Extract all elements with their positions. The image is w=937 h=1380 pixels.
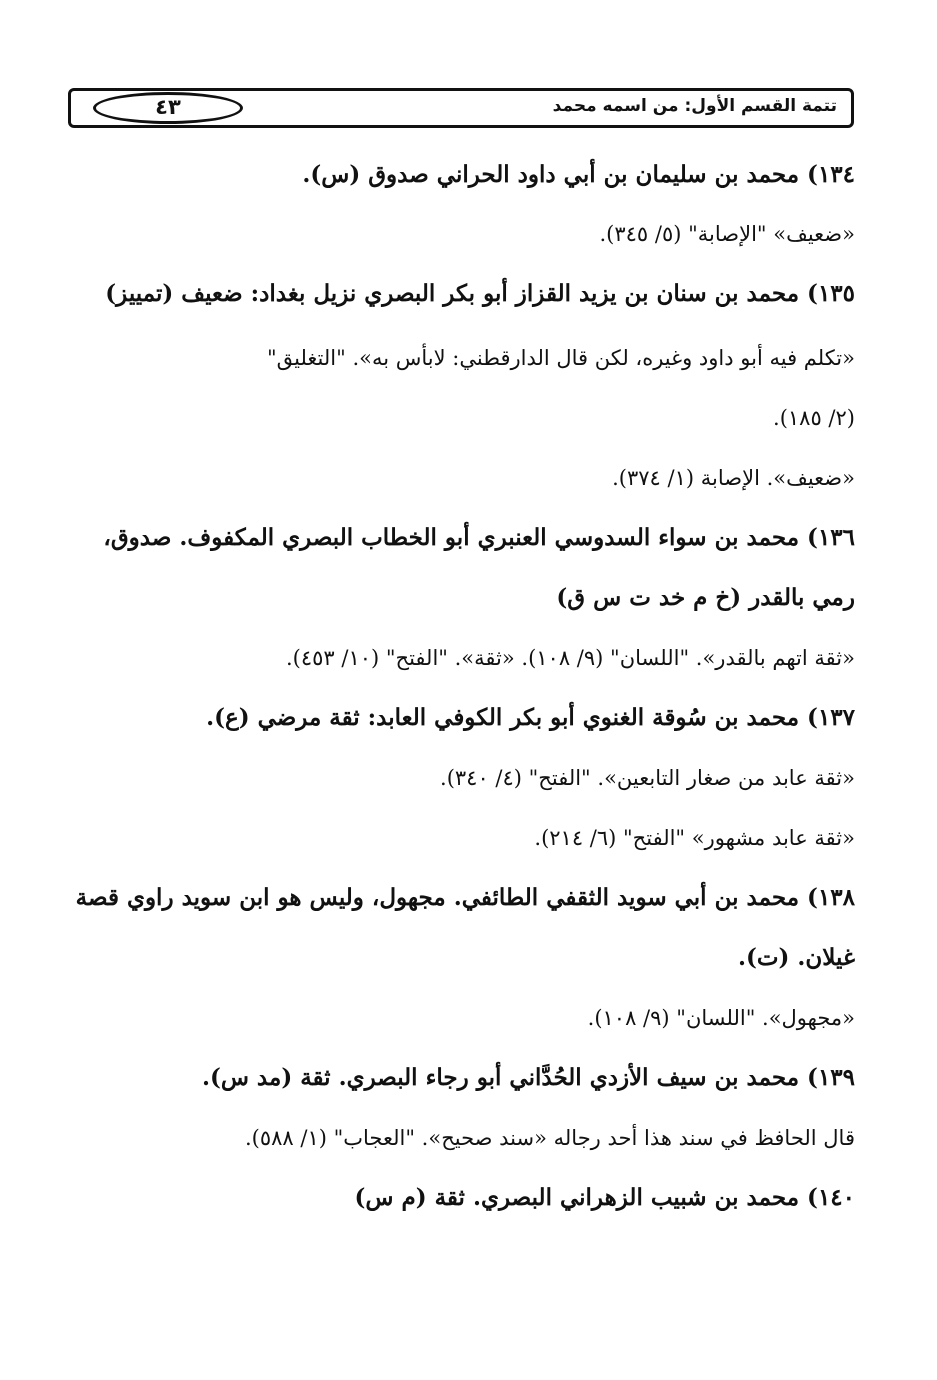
- entry-139: ١٣٩) محمد بن سيف الأزدي الحُدَّاني أبو رجاء البصري. ثقة (مد س).: [201, 1064, 855, 1091]
- note-136: «ثقة اتهم بالقدر». "اللسان" (٩/ ١٠٨). «ثقة». "الفتح" (١٠/ ٤٥٣).: [285, 646, 855, 670]
- entry-137: ١٣٧) محمد بن سُوقة الغنوي أبو بكر الكوفي العابد: ثقة مرضي (ع).: [206, 704, 855, 731]
- entry-138-line-2: غيلان. (ت).: [737, 944, 855, 971]
- note-135-b: «ضعيف». الإصابة (١/ ٣٧٤).: [612, 466, 855, 490]
- note-137-b: «ثقة عابد مشهور» "الفتح" (٦/ ٢١٤).: [534, 826, 855, 850]
- running-header: [68, 88, 854, 128]
- entry-135: ١٣٥) محمد بن سنان بن يزيد القزاز أبو بكر البصري نزيل بغداد: ضعيف (تمييز): [105, 280, 855, 307]
- note-135-line-1: «تكلم فيه أبو داود وغيره، لكن قال الدارقطني: لابأس به». "التغليق": [266, 346, 855, 370]
- note-135-line-2: (٢/ ١٨٥).: [773, 406, 855, 430]
- page-number: ٤٣: [93, 92, 243, 124]
- note-138: «مجهول». "اللسان" (٩/ ١٠٨).: [587, 1006, 855, 1030]
- header-title: تتمة القسم الأول: من اسمه محمد: [552, 96, 837, 116]
- entry-136-line-1: ١٣٦) محمد بن سواء السدوسي العنبري أبو الخطاب البصري المكفوف. صدوق،: [103, 524, 855, 551]
- entry-134: ١٣٤) محمد بن سليمان بن أبي داود الحراني صدوق (س).: [302, 161, 855, 188]
- entry-136-line-2: رمي بالقدر (خ م خد ت س ق): [556, 584, 855, 611]
- note-134: «ضعيف» "الإصابة" (٥/ ٣٤٥).: [599, 222, 855, 246]
- entry-138-line-1: ١٣٨) محمد بن أبي سويد الثقفي الطائفي. مجهول، وليس هو ابن سويد راوي قصة: [75, 884, 855, 911]
- note-139: قال الحافظ في سند هذا أحد رجاله «سند صحيح». "العجاب" (١/ ٥٨٨).: [244, 1126, 855, 1150]
- note-137-a: «ثقة عابد من صغار التابعين». "الفتح" (٤/ ٣٤٠).: [440, 766, 855, 790]
- entry-140: ١٤٠) محمد بن شبيب الزهراني البصري. ثقة (م س): [354, 1184, 855, 1211]
